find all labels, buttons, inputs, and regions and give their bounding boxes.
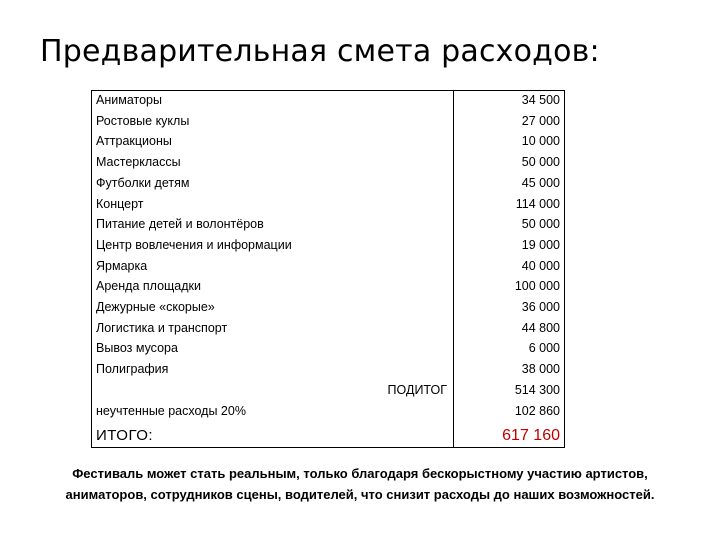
- row-value: 100 000: [514, 279, 560, 294]
- row-label: Аниматоры: [96, 93, 162, 107]
- unforeseen-label: неучтенные расходы 20%: [96, 404, 246, 418]
- row-value: 34 500: [521, 93, 560, 107]
- table-row: [91, 90, 565, 111]
- total-row: [91, 424, 565, 448]
- footer-note: [40, 463, 680, 505]
- unforeseen-value: 102 860: [514, 404, 560, 418]
- table-row: [91, 338, 565, 359]
- table-row: [91, 318, 565, 339]
- row-value: 50 000: [521, 155, 560, 170]
- row-value: 45 000: [521, 175, 560, 190]
- row-label: Логистика и транспорт: [96, 320, 228, 335]
- row-label: Ярмарка: [96, 258, 148, 273]
- table-row: [91, 297, 565, 318]
- row-value: 50 000: [521, 217, 560, 232]
- table-row: [91, 235, 565, 256]
- table-row: [91, 194, 565, 215]
- row-label: Мастерклассы: [96, 155, 181, 170]
- row-label: Полиграфия: [96, 362, 169, 377]
- row-value: 6 000: [528, 341, 560, 356]
- row-label: Питание детей и волонтёров: [96, 217, 264, 232]
- row-label: Центр вовлечения и информации: [96, 237, 292, 252]
- total-label: ИТОГО:: [96, 427, 154, 444]
- row-label: Футболки детям: [96, 175, 190, 190]
- row-label: Аренда площадки: [96, 279, 201, 294]
- table-row: [91, 214, 565, 235]
- page-title: Предварительная смета расходов:: [40, 34, 600, 69]
- row-value: 10 000: [521, 134, 560, 149]
- table-row: [91, 359, 565, 380]
- footer-line-1: Фестиваль может стать реальным, только благодаря бескорыстному участию артистов,: [72, 466, 648, 481]
- row-value: 114 000: [515, 196, 560, 211]
- table-row: [91, 276, 565, 297]
- row-value: 27 000: [521, 113, 560, 128]
- row-label: Аттракционы: [96, 134, 172, 149]
- total-value: 617 160: [502, 427, 560, 444]
- row-value: 38 000: [521, 362, 560, 377]
- table-row: [91, 256, 565, 277]
- row-label: Концерт: [96, 196, 144, 211]
- row-value: 40 000: [521, 258, 560, 273]
- table-row: [91, 131, 565, 152]
- table-row: [91, 152, 565, 173]
- row-value: 36 000: [521, 300, 560, 314]
- table-row: [91, 111, 565, 132]
- row-label: Ростовые куклы: [96, 113, 190, 128]
- row-value: 19 000: [521, 237, 560, 252]
- row-value: 44 800: [521, 320, 560, 335]
- row-label: Дежурные «скорые»: [96, 300, 215, 314]
- footer-line-2: аниматоров, сотрудников сцены, водителей, что снизит расходы до наших возможностей.: [65, 487, 655, 502]
- row-label: Вывоз мусора: [96, 341, 178, 356]
- table-row: [91, 173, 565, 194]
- subtotal-row: [91, 380, 565, 401]
- unforeseen-row: [91, 401, 565, 422]
- subtotal-label: ПОДИТОГ: [387, 383, 447, 397]
- subtotal-value: 514 300: [514, 383, 560, 397]
